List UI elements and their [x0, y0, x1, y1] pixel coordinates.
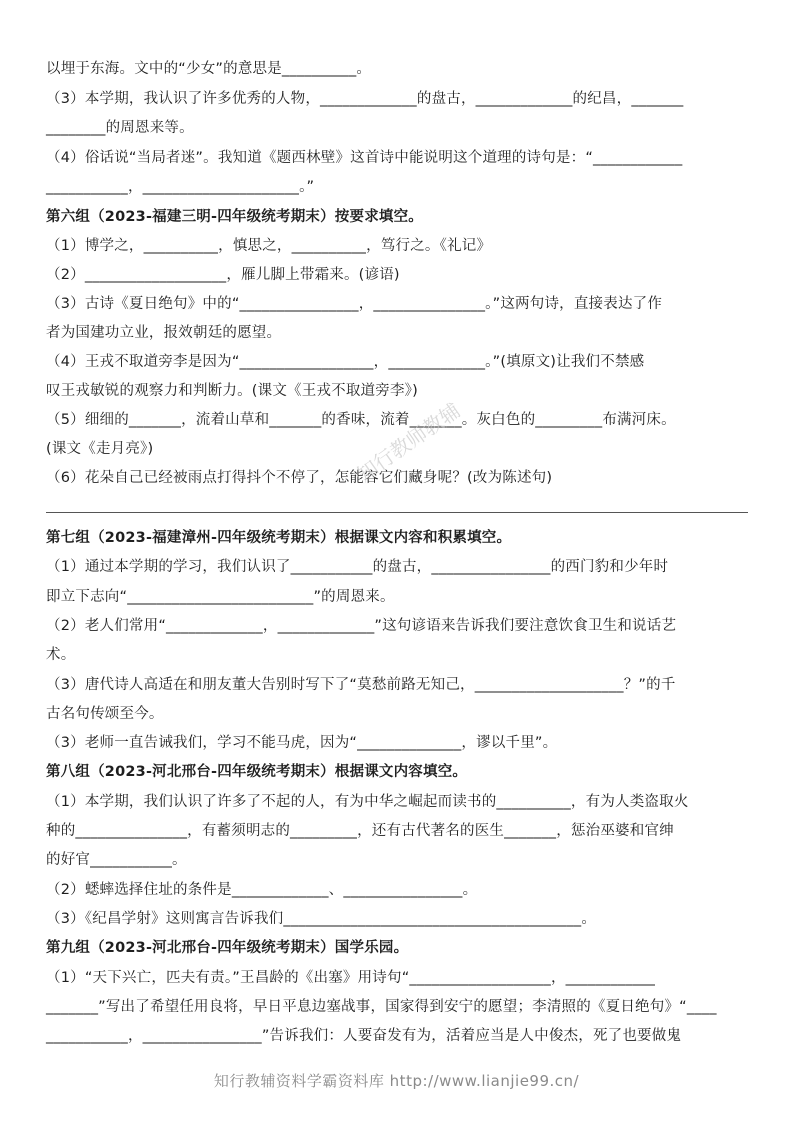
text-line: 者为国建功立业，报效朝廷的愿望。 [46, 325, 282, 341]
page-footer: 知行教辅资料学霸资料库 http://www.lianjie99.cn/ [213, 1072, 580, 1090]
text-line: （1）通过本学期的学习，我们认识了___________的盘古，________________的西门豹和少年时 [46, 559, 669, 575]
text-line: ________的周恩来等。 [46, 120, 194, 136]
text-line: （3）唐代诗人高适在和朋友董大告别时写下了“莫愁前路无知己，____________________？”的千 [46, 677, 676, 693]
section-heading: 第九组（2023-河北邢台-四年级统考期末）国学乐园。 [46, 940, 409, 956]
text-line: （3）古诗《夏日绝句》中的“________________，_______________。”这两句诗，直接表达了作 [46, 296, 663, 312]
text-line: （4）王戎不取道旁李是因为“__________________，_____________。”(填原文)让我们不禁感 [46, 354, 645, 370]
text-line: （6）花朵自己已经被雨点打得抖个不停了，怎能容它们藏身呢？(改为陈述句) [46, 470, 553, 486]
text-line: 的好官___________。 [46, 852, 187, 868]
text-line: （3）老师一直告诫我们，学习不能马虎，因为“______________，谬以千里”。 [46, 735, 558, 751]
text-line: _______”写出了希望任用良将，早日平息边塞战事，国家得到安宁的愿望；李清照的《夏日绝句》“____ [46, 999, 717, 1015]
text-line: 术。 [46, 647, 76, 663]
text-line: （2）老人们常用“_____________，_____________”这句谚语来告诉我们要注意饮食卫生和说话艺 [46, 618, 677, 634]
section-heading: 第六组（2023-福建三明-四年级统考期末）按要求填空。 [46, 209, 423, 225]
text-line: 叹王戎敏锐的观察力和判断力。(课文《王戎不取道旁李》) [46, 383, 418, 399]
text-line: （5）细细的_______，流着山草和_______的香味，流着_______。灰白色的_________布满河床。 [46, 412, 676, 428]
text-line: （1）博学之，__________，慎思之，__________，笃行之。《礼记》 [46, 238, 492, 254]
text-line: （3）《纪昌学射》这则寓言告诉我们________________________________________。 [46, 911, 597, 927]
text-line: （1）“天下兴亡，匹夫有责。”王昌龄的《出塞》用诗句“___________________，____________ [46, 970, 656, 986]
text-line: 以埋于东海。文中的“少女”的意思是__________。 [46, 61, 372, 77]
text-line: （3）本学期，我认识了许多优秀的人物，_____________的盘古，_____________的纪昌，_______ [46, 91, 684, 107]
watermark: 知行教师教辅 [352, 398, 465, 487]
text-line: ___________，_____________________。” [46, 179, 315, 195]
text-line: 种的_______________，有蓄须明志的_________，还有古代著名的医生_______，惩治巫婆和官绅 [46, 823, 674, 839]
text-line: （2）蟋蟀选择住址的条件是_____________、________________。 [46, 882, 478, 898]
text-line: (课文《走月亮》) [46, 441, 154, 457]
text-line: ___________，________________”告诉我们：人要奋发有为，活着应当是人中俊杰，死了也要做鬼 [46, 1028, 682, 1044]
answer-divider-line [46, 512, 748, 513]
section-heading: 第七组（2023-福建漳州-四年级统考期末）根据课文内容和积累填空。 [46, 530, 512, 546]
text-line: （4）俗话说“当局者迷”。我知道《题西林壁》这首诗中能说明这个道理的诗句是：“____________ [46, 150, 683, 166]
text-line: 古名句传颂至今。 [46, 706, 164, 722]
text-line: （1）本学期，我们认识了许多了不起的人，有为中华之崛起而读书的__________，有为人类盗取火 [46, 794, 689, 810]
section-heading: 第八组（2023-河北邢台-四年级统考期末）根据课文内容填空。 [46, 764, 468, 780]
text-line: （2）___________________，雁儿脚上带霜来。(谚语) [46, 267, 400, 283]
text-line: 即立下志向“_________________________”的周恩来。 [46, 589, 395, 605]
